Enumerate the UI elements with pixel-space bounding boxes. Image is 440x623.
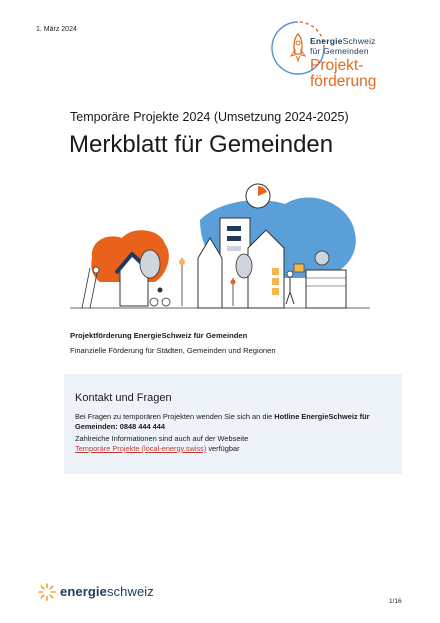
logo-subtitle: für Gemeinden (310, 46, 369, 56)
page-number: 1/16 (389, 598, 402, 605)
rocket-icon (291, 34, 305, 61)
contact-title: Kontakt und Fragen (75, 392, 172, 404)
document-pretitle: Temporäre Projekte 2024 (Umsetzung 2024-2025) (70, 110, 349, 124)
section-subheading: Projektförderung EnergieSchweiz für Gemeinden (70, 331, 248, 340)
contact-hotline-paragraph: Bei Fragen zu temporären Projekten wenden Sie sich an die Hotline EnergieSchweiz für Gemeinden: 0848 444 444 (75, 412, 370, 431)
contact-box (64, 374, 402, 474)
energieschweiz-footer-logo (38, 583, 188, 601)
project-promotion-logo (268, 18, 418, 98)
hotline-number: Hotline EnergieSchweiz für Gemeinden: 0848 444 444 (75, 412, 370, 431)
town-illustration (70, 178, 370, 318)
sun-rays-icon (38, 583, 56, 601)
logo-title: Projekt- förderung (310, 57, 377, 90)
temporary-projects-link[interactable]: Temporäre Projekte (local-energy.swiss) (75, 444, 207, 453)
footer-brand-name: energieschweiz (60, 584, 154, 599)
section-subtext: Finanzielle Förderung für Städten, Gemeinden und Regionen (70, 346, 276, 355)
contact-website-paragraph: Zahlreiche Informationen sind auch auf der Webseite Temporäre Projekte (local-energy.swiss) verfügbar (75, 434, 249, 453)
document-date: 1. März 2024 (36, 26, 77, 33)
document-title: Merkblatt für Gemeinden (69, 131, 334, 158)
tree-icon (140, 250, 160, 278)
logo-brand-name: EnergieSchweiz (310, 36, 376, 46)
